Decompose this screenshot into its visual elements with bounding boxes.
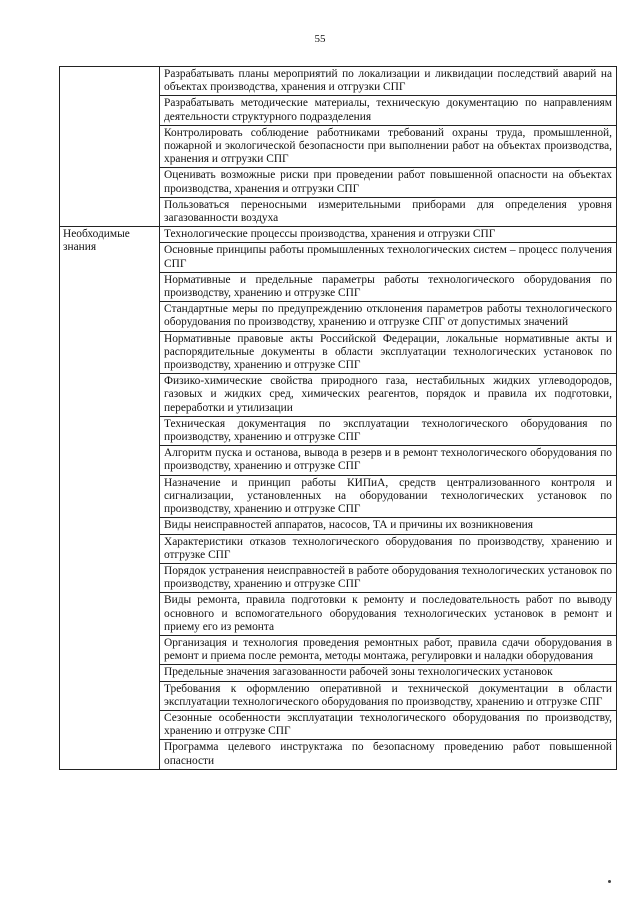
table-cell-knowledge: Программа целевого инструктажа по безопасному проведению работ повышенной опасности (160, 740, 617, 769)
table-cell-knowledge: Техническая документация по эксплуатации технологического оборудования по производству, хранению и отгрузке СПГ (160, 416, 617, 445)
table-cell-skill: Разрабатывать планы мероприятий по локализации и ликвидации последствий аварий на объектах производства, хранения и отгрузки СПГ (160, 67, 617, 96)
table-cell-knowledge: Предельные значения загазованности рабочей зоны технологических установок (160, 665, 617, 681)
table-cell-skill: Пользоваться переносными измерительными приборами для определения уровня загазованности воздуха (160, 197, 617, 226)
scan-speck (608, 880, 611, 883)
table-cell-knowledge: Стандартные меры по предупреждению отклонения параметров работы технологического оборудования по производству, хранению и отгрузке СПГ от допустимых значений (160, 302, 617, 331)
table-cell-skill: Разрабатывать методические материалы, техническую документацию по направлениям деятельности структурного подразделения (160, 96, 617, 125)
table-cell-knowledge: Основные принципы работы промышленных технологических систем – процесс получения СПГ (160, 243, 617, 272)
table-cell-skill: Оценивать возможные риски при проведении работ повышенной опасности на объектах производства, хранения и отгрузки СПГ (160, 168, 617, 197)
table-cell-knowledge: Характеристики отказов технологического оборудования по производству, хранению и отгрузке СПГ (160, 534, 617, 563)
table-cell-knowledge: Физико-химические свойства природного газа, нестабильных жидких углеводородов, газовых и жидких сред, химических реагентов, порядок и правила их подготовки, переработки и утилизации (160, 374, 617, 417)
table-cell-knowledge: Технологические процессы производства, хранения и отгрузки СПГ (160, 227, 617, 243)
page-number: 55 (314, 33, 326, 45)
table-cell-knowledge: Нормативные правовые акты Российской Федерации, локальные нормативные акты и распорядительные документы в области эксплуатации технологических установок по производству, хранению и отгрузке СПГ (160, 331, 617, 374)
table-cell-knowledge: Виды ремонта, правила подготовки к ремонту и последовательность работ по выводу основного и вспомогательного оборудования технологических установок в ремонт и приему его из ремонта (160, 593, 617, 636)
table-cell-knowledge: Назначение и принцип работы КИПиА, средств централизованного контроля и сигнализации, установленных на оборудовании технологических установок по производству, хранению и отгрузке СПГ (160, 475, 617, 518)
table-cell-skill: Контролировать соблюдение работниками требований охраны труда, промышленной, пожарной и экологической безопасности при выполнении работ на объектах производства, хранения и отгрузки СПГ (160, 125, 617, 168)
table-cell-knowledge: Нормативные и предельные параметры работы технологического оборудования по производству, хранению и отгрузке СПГ (160, 272, 617, 301)
table-row (60, 67, 617, 96)
table-cell-knowledge: Алгоритм пуска и останова, вывода в резерв и в ремонт технологического оборудования по производству, хранению и отгрузке СПГ (160, 446, 617, 475)
table-cell-knowledge: Сезонные особенности эксплуатации технологического оборудования по производству, хранению и отгрузке СПГ (160, 710, 617, 739)
table-row (60, 227, 617, 243)
table-cell-knowledge: Виды неисправностей аппаратов, насосов, ТА и причины их возникновения (160, 518, 617, 534)
table-cell-knowledge: Требования к оформлению оперативной и технической документации в области эксплуатации технологического оборудования по производству, хранению и отгрузке СПГ (160, 681, 617, 710)
knowledge-label: Необходимые знания (60, 227, 160, 770)
table-cell-knowledge: Организация и технология проведения ремонтных работ, правила сдачи оборудования в ремонт и приема после ремонта, методы монтажа, регулировки и наладки оборудования (160, 635, 617, 664)
requirements-table (59, 66, 617, 770)
table-cell-knowledge: Порядок устранения неисправностей в работе оборудования технологических установок по производству, хранению и отгрузке СПГ (160, 563, 617, 592)
empty-label-cell (60, 67, 160, 227)
